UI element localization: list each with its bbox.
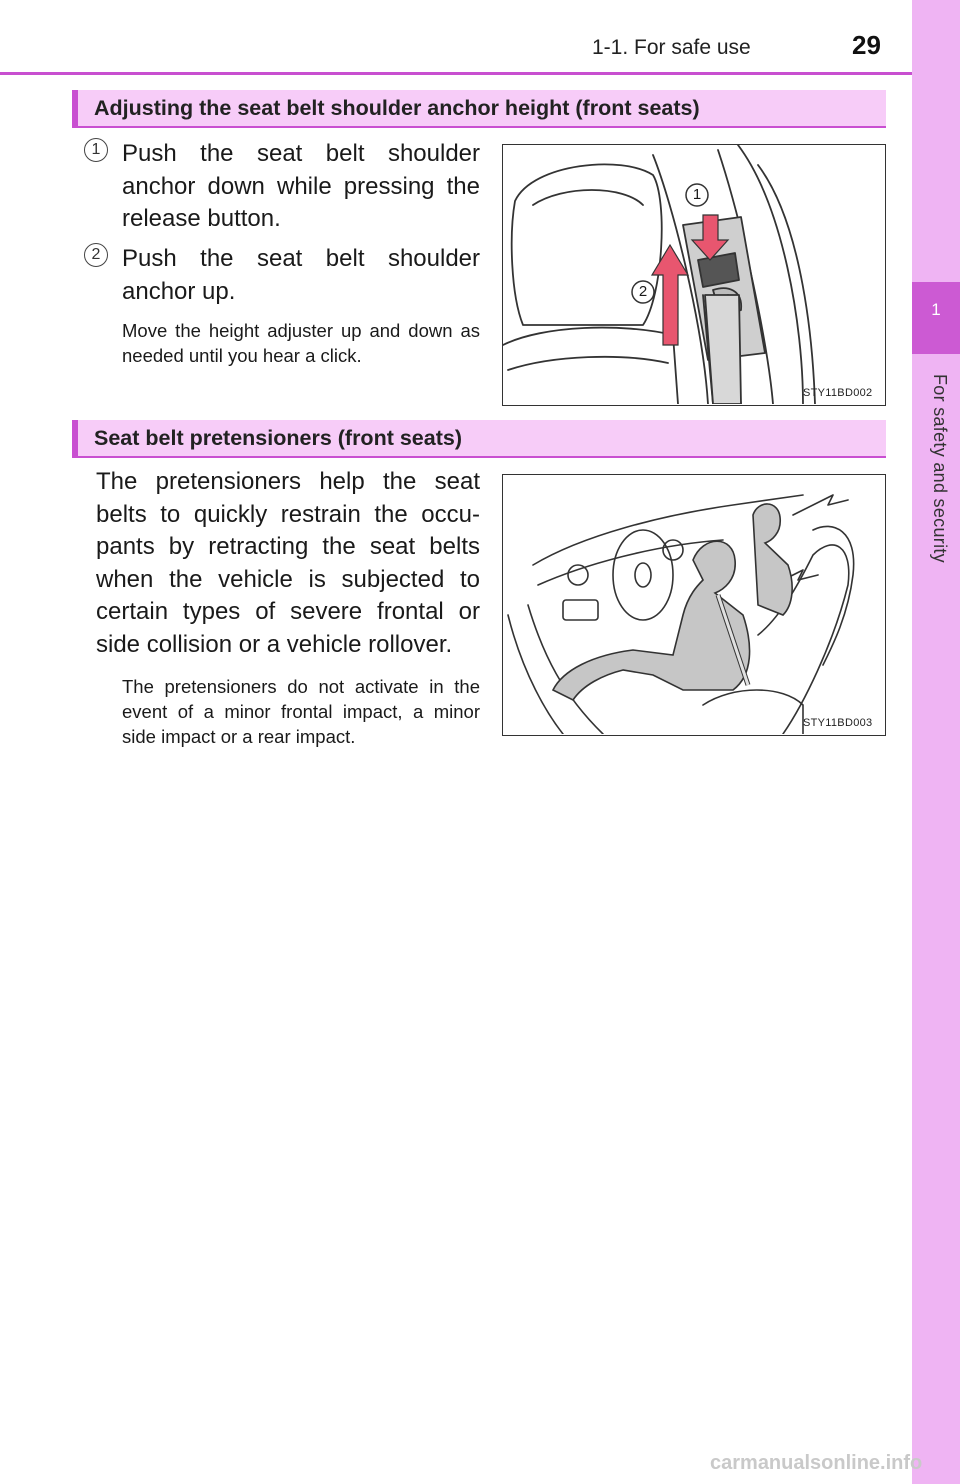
shoulder-anchor-illustration bbox=[503, 145, 884, 404]
page-number: 29 bbox=[852, 30, 881, 60]
step-number-badge: 1 bbox=[84, 138, 108, 162]
chapter-number: 1 bbox=[931, 300, 941, 319]
header-divider bbox=[0, 72, 912, 75]
section-reference: 1-1. For safe use bbox=[592, 36, 751, 59]
callout-1: 1 bbox=[692, 186, 702, 203]
figure-code: STY11BD003 bbox=[803, 717, 873, 729]
step-2-text: Push the seat belt shoulder anchor up. bbox=[122, 245, 480, 305]
shoulder-anchor-figure bbox=[502, 144, 886, 406]
section-header-pretensioners bbox=[72, 420, 886, 458]
pretensioner-illustration bbox=[503, 475, 884, 734]
chapter-title: For safety and security bbox=[930, 374, 950, 563]
step-number-badge: 2 bbox=[84, 243, 108, 267]
pretensioner-note: The pretensioners do not activate in the event of a minor frontal impact, a minor side impact or a rear impact. bbox=[122, 676, 480, 747]
callout-2: 2 bbox=[638, 283, 648, 300]
section-title: Seat belt pretensioners (front seats) bbox=[94, 426, 462, 450]
step-1-text: Push the seat belt shoulder anchor down while pressing the release button. bbox=[122, 140, 480, 232]
pretensioner-figure bbox=[502, 474, 886, 736]
pretensioner-paragraph: The pretensioners help the seat belts to quickly restrain the occu-pants by retracting the seat belts when the vehicle is subjected to certain types of severe frontal or side collision or a vehicle rollover. bbox=[96, 468, 480, 658]
watermark: carmanualsonline.info bbox=[710, 1452, 923, 1474]
figure-code: STY11BD002 bbox=[803, 387, 873, 399]
step-note: Move the height adjuster up and down as needed until you hear a click. bbox=[122, 320, 480, 366]
section-title: Adjusting the seat belt shoulder anchor height (front seats) bbox=[94, 96, 700, 120]
section-header-shoulder-anchor bbox=[72, 90, 886, 128]
chapter-side-tab bbox=[912, 0, 960, 1484]
